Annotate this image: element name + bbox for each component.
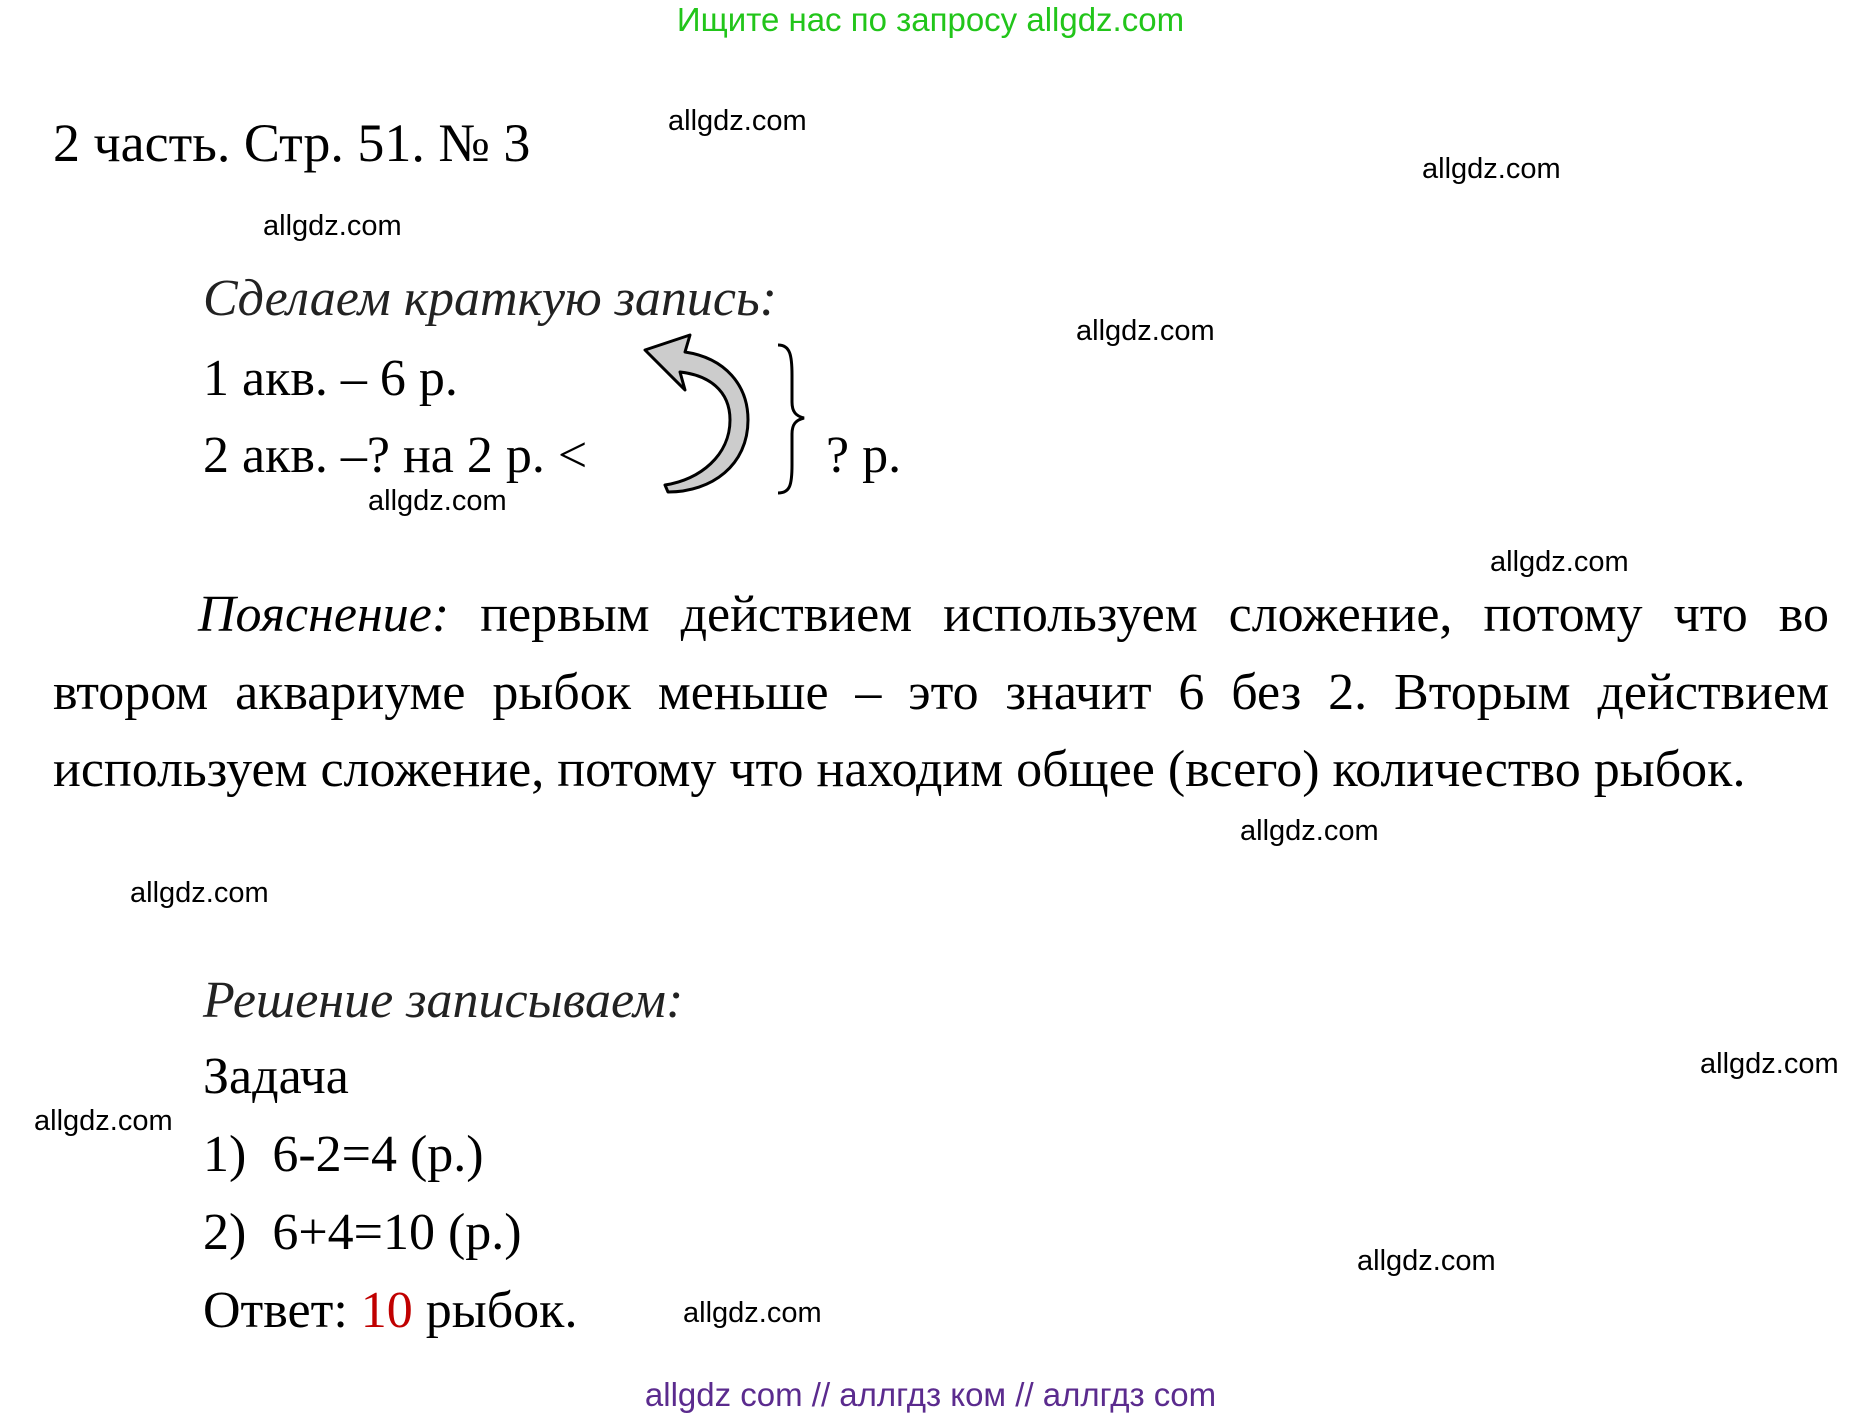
step-expression: 6-2=4 (р.)	[272, 1126, 484, 1183]
watermark: allgdz.com	[1240, 815, 1379, 847]
watermark: allgdz.com	[368, 485, 507, 517]
watermark: allgdz.com	[1490, 546, 1629, 578]
answer-value: 10	[360, 1282, 413, 1339]
short-note-total: ? р.	[826, 427, 902, 484]
watermark: allgdz.com	[263, 210, 402, 242]
curly-brace-icon	[778, 345, 804, 493]
solution-heading: Решение записываем:	[203, 972, 684, 1029]
watermark: allgdz.com	[1076, 315, 1215, 347]
step-number: 1)	[203, 1126, 247, 1183]
short-note-line-1: 1 акв. – 6 р.	[203, 350, 458, 407]
top-banner[interactable]: Ищите нас по запросу allgdz.com	[676, 1, 1185, 38]
watermark: allgdz.com	[683, 1297, 822, 1329]
solution-step-2	[203, 1202, 522, 1264]
task-label: Задача	[203, 1048, 349, 1105]
explanation-text: первым действием используем сложение, потому что во втором аквариуме рыбок меньше – это значит 6 без 2. Вторым действием используем сложение, потому что находим общее (всего) количество рыбок.	[53, 586, 1829, 798]
bottom-banner[interactable]: allgdz com // аллгдз ком // аллгдз com	[644, 1376, 1217, 1413]
answer-line	[203, 1280, 577, 1342]
watermark: allgdz.com	[1422, 153, 1561, 185]
watermark: allgdz.com	[1700, 1048, 1839, 1080]
step-expression: 6+4=10 (р.)	[272, 1204, 522, 1261]
watermark: allgdz.com	[1357, 1245, 1496, 1277]
watermark: allgdz.com	[130, 877, 269, 909]
page-title: 2 часть. Стр. 51. № 3	[53, 113, 531, 173]
watermark: allgdz.com	[668, 105, 807, 137]
short-note-heading: Сделаем краткую запись:	[203, 270, 777, 327]
comparison-arrow-and-brace	[630, 330, 820, 505]
short-note-line-2: 2 акв. –? на 2 р. <	[203, 427, 588, 484]
watermark: allgdz.com	[34, 1105, 173, 1137]
answer-unit: рыбок.	[412, 1282, 578, 1339]
step-number: 2)	[203, 1204, 247, 1261]
answer-label: Ответ:	[203, 1282, 348, 1339]
curved-arrow-icon	[645, 335, 748, 492]
solution-step-1	[203, 1124, 484, 1186]
explanation-label: Пояснение:	[198, 586, 450, 643]
explanation-paragraph	[53, 576, 1829, 809]
